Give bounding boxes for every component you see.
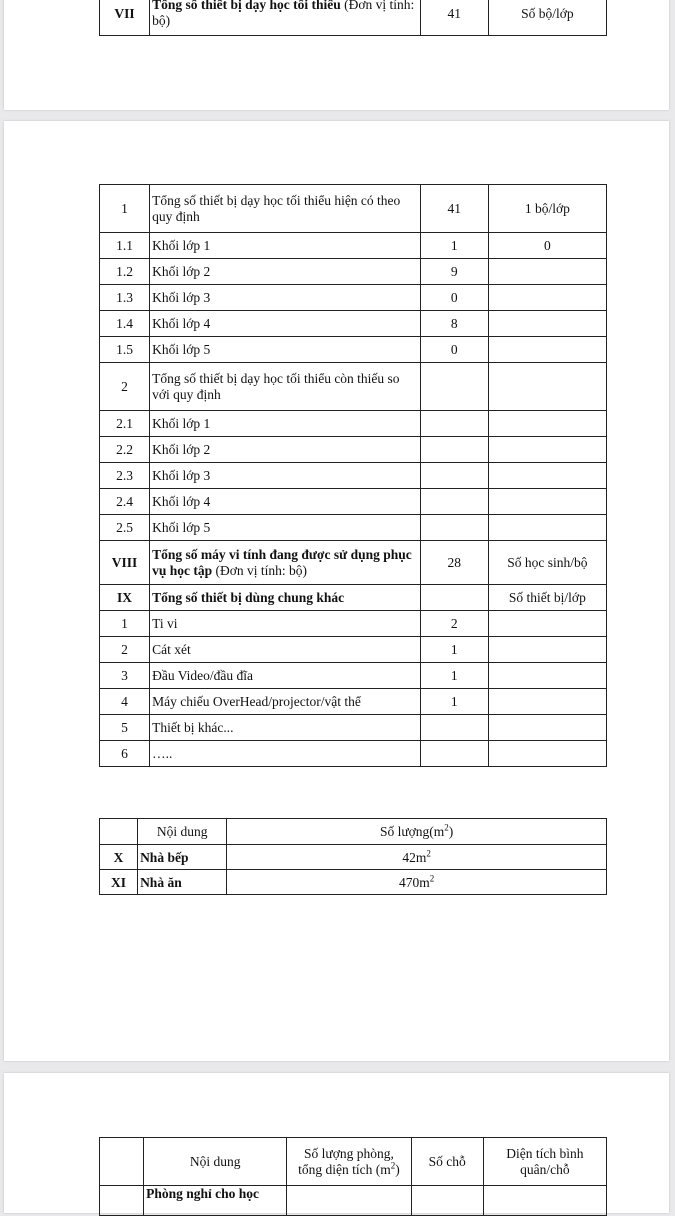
row-number: VIII: [100, 541, 150, 585]
table-row: [100, 185, 607, 233]
row-content: Máy chiếu OverHead/projector/vật thể: [150, 689, 421, 715]
row-quantity: [420, 463, 488, 489]
table-row: [100, 363, 607, 411]
row-content: Tổng số thiết bị dạy học tối thiểu hiện có theo quy định: [150, 185, 421, 233]
row-content: Khối lớp 5: [150, 515, 421, 541]
row-ratio: [488, 411, 606, 437]
document-page-3: [4, 1073, 669, 1213]
equipment-table-top: [99, 0, 607, 36]
row-number: 1.5: [100, 337, 150, 363]
row-quantity: 1: [420, 637, 488, 663]
row-quantity: [420, 585, 488, 611]
row-number: 1.2: [100, 259, 150, 285]
row-quantity: 0: [420, 285, 488, 311]
row-quantity: [420, 489, 488, 515]
row-quantity: 41: [420, 0, 488, 36]
row-number: VII: [100, 0, 150, 36]
row-number: 1.1: [100, 233, 150, 259]
row-quantity: [420, 437, 488, 463]
row-quantity: 41: [420, 185, 488, 233]
table-row: [100, 637, 607, 663]
header-number: [100, 1138, 144, 1186]
table-row-vii: [100, 0, 607, 36]
row-quantity: 28: [420, 541, 488, 585]
row-ratio: Số học sinh/bộ: [488, 541, 606, 585]
row-value: $470m^2$: [227, 870, 607, 895]
row-number: 2.4: [100, 489, 150, 515]
row-number: 2.1: [100, 411, 150, 437]
row-ratio: [488, 489, 606, 515]
row-number: 2: [100, 363, 150, 411]
table-row: [100, 689, 607, 715]
table-row: [100, 437, 607, 463]
row-ratio: Số bộ/lớp: [488, 0, 606, 36]
row-ratio: [488, 741, 606, 767]
table-row: [100, 515, 607, 541]
header-number: [100, 819, 138, 845]
rest-room-table: [99, 1137, 607, 1216]
row-number: 2: [100, 637, 150, 663]
row-content: Tổng số thiết bị dạy học tối thiểu còn thiếu so với quy định: [150, 363, 421, 411]
row-content: Nhà bếp: [138, 845, 227, 870]
table-header-row: [100, 819, 607, 845]
row-quantity: [420, 515, 488, 541]
row-content: Nhà ăn: [138, 870, 227, 895]
row-number: X: [100, 845, 138, 870]
kitchen-dining-table: [99, 818, 607, 895]
row-content: Tổng số thiết bị dùng chung khác: [150, 585, 421, 611]
row-ratio: [488, 663, 606, 689]
row-quantity: 9: [420, 259, 488, 285]
table-row-kitchen: [100, 845, 607, 870]
table-row: [100, 663, 607, 689]
row-ratio: [488, 715, 606, 741]
row-ratio: [488, 637, 606, 663]
table-row: [100, 259, 607, 285]
document-page-1: [4, 0, 669, 110]
table-row: [100, 611, 607, 637]
equipment-table: [99, 184, 607, 767]
row-quantity: 0: [420, 337, 488, 363]
row-ratio: [488, 515, 606, 541]
row-content: Ti vi: [150, 611, 421, 637]
row-number: 1.3: [100, 285, 150, 311]
row-content: Thiết bị khác...: [150, 715, 421, 741]
row-content: Khối lớp 4: [150, 489, 421, 515]
header-content: Nội dung: [144, 1138, 287, 1186]
table-header-row: [100, 1138, 607, 1186]
row-rooms: [287, 1186, 411, 1216]
row-content: Phòng nghỉ cho học: [144, 1186, 287, 1216]
row-quantity: [420, 411, 488, 437]
row-content: Khối lớp 5: [150, 337, 421, 363]
row-content: Khối lớp 3: [150, 285, 421, 311]
table-row: [100, 741, 607, 767]
row-number: XI: [100, 870, 138, 895]
row-number: [100, 1186, 144, 1216]
row-ratio: [488, 259, 606, 285]
header-quantity: Số $lượng(m^2)$: [227, 819, 607, 845]
table-row-dining: [100, 870, 607, 895]
row-ratio: [488, 437, 606, 463]
row-content: Khối lớp 2: [150, 259, 421, 285]
table-row: [100, 285, 607, 311]
row-number: 5: [100, 715, 150, 741]
document-page-2: [4, 121, 669, 1061]
row-ratio: [488, 689, 606, 715]
header-content: Nội dung: [138, 819, 227, 845]
row-content: Tổng số thiết bị dạy học tối thiểu (Đơn vị tính: bộ): [150, 0, 421, 36]
row-content: Đầu Video/đầu đĩa: [150, 663, 421, 689]
row-ratio: 0: [488, 233, 606, 259]
row-number: 2.3: [100, 463, 150, 489]
row-ratio: [488, 611, 606, 637]
row-ratio: [488, 463, 606, 489]
row-content: Khối lớp 4: [150, 311, 421, 337]
row-number: 3: [100, 663, 150, 689]
row-places: [411, 1186, 483, 1216]
header-area-per-place: Diện tích bình quân/chỗ: [483, 1138, 606, 1186]
row-value: $42m^2$: [227, 845, 607, 870]
table-row: [100, 233, 607, 259]
row-number: 1: [100, 611, 150, 637]
table-row: [100, 715, 607, 741]
table-row: [100, 585, 607, 611]
row-area: [483, 1186, 606, 1216]
row-number: IX: [100, 585, 150, 611]
row-ratio: Số thiết bị/lớp: [488, 585, 606, 611]
table-row: [100, 311, 607, 337]
row-content: …..: [150, 741, 421, 767]
table-row-partial: [100, 1186, 607, 1216]
row-quantity: 1: [420, 663, 488, 689]
table-row: [100, 541, 607, 585]
row-number: 4: [100, 689, 150, 715]
row-number: 2.5: [100, 515, 150, 541]
header-rooms-area: Số lượng phòng, tổng diện tích $(m^2)$: [287, 1138, 411, 1186]
row-content: Khối lớp 3: [150, 463, 421, 489]
row-quantity: [420, 363, 488, 411]
row-ratio: [488, 311, 606, 337]
row-quantity: 2: [420, 611, 488, 637]
row-ratio: [488, 285, 606, 311]
row-ratio: [488, 363, 606, 411]
row-quantity: 8: [420, 311, 488, 337]
row-number: 1.4: [100, 311, 150, 337]
row-ratio: 1 bộ/lớp: [488, 185, 606, 233]
row-quantity: 1: [420, 233, 488, 259]
row-content: Khối lớp 1: [150, 411, 421, 437]
row-number: 2.2: [100, 437, 150, 463]
table-row: [100, 489, 607, 515]
row-content: Cát xét: [150, 637, 421, 663]
row-number: 6: [100, 741, 150, 767]
table-row: [100, 411, 607, 437]
row-content: Tổng số máy vi tính đang được sử dụng phục vụ học tập (Đơn vị tính: bộ): [150, 541, 421, 585]
row-quantity: [420, 715, 488, 741]
table-row: [100, 463, 607, 489]
row-content: Khối lớp 1: [150, 233, 421, 259]
header-places: Số chỗ: [411, 1138, 483, 1186]
row-quantity: 1: [420, 689, 488, 715]
row-ratio: [488, 337, 606, 363]
row-content: Khối lớp 2: [150, 437, 421, 463]
row-number: 1: [100, 185, 150, 233]
table-row: [100, 337, 607, 363]
row-quantity: [420, 741, 488, 767]
